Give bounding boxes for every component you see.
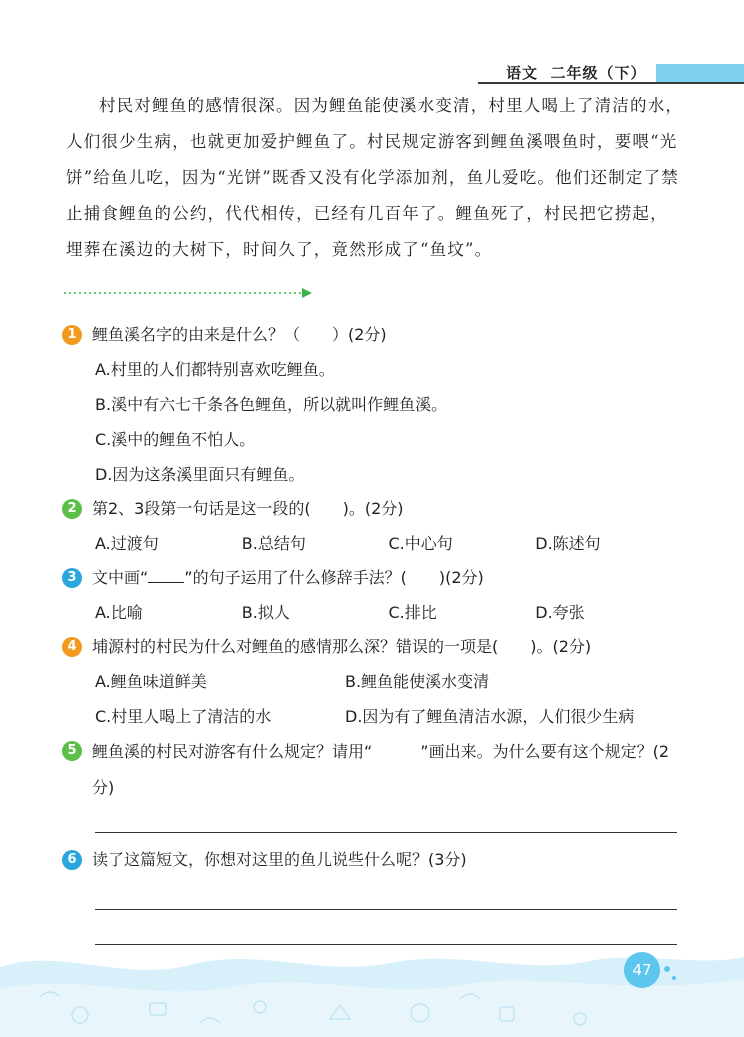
question-text: 鲤鱼溪的村民对游客有什么规定？请用“ ”画出来。为什么要有这个规定？(2分) xyxy=(92,742,670,797)
decor-dot xyxy=(664,966,670,972)
question-number-badge: 1 xyxy=(62,325,82,345)
option-a[interactable]: A.鲤鱼味道鲜美 xyxy=(95,672,207,691)
question-number-badge: 3 xyxy=(62,568,82,588)
option-a[interactable]: A.比喻 xyxy=(95,603,143,622)
question-text: 读了这篇短文，你想对这里的鱼儿说些什么呢？(3分) xyxy=(92,850,467,869)
header-accent-bar xyxy=(656,64,744,82)
option-b[interactable]: B.拟人 xyxy=(241,603,290,622)
option-d[interactable]: D.因为这条溪里面只有鲤鱼。 xyxy=(95,465,305,484)
option-c[interactable]: C.排比 xyxy=(388,603,437,622)
passage-paragraph: 村民对鲤鱼的感情很深。因为鲤鱼能使溪水变清，村里人喝上了清洁的水，人们很少生病，也就更加爱护鲤鱼了。村民规定游客到鲤鱼溪喂鱼时，要喂“光饼”给鱼儿吃，因为“光饼”既香又没有化学添加剂，鱼儿爱吃。他们还制定了禁止捕食鲤鱼的公约，代代相传，已经有几百年了。鲤鱼死了，村民把它捞起，埋葬在溪边的大树下，时间久了，竟然形成了“鱼坟”。 xyxy=(66,96,684,259)
question-number-badge: 5 xyxy=(62,741,82,761)
option-a[interactable]: A.过渡句 xyxy=(95,534,159,553)
header-subject: 语文 xyxy=(506,64,539,82)
question-number-badge: 6 xyxy=(62,850,82,870)
header-grade: 二年级（下） xyxy=(550,64,647,82)
page-number-badge: 47 xyxy=(624,952,660,988)
question-text xyxy=(92,561,682,595)
question-text: 第2、3段第一句话是这一段的( )。(2分) xyxy=(92,499,404,518)
question-list xyxy=(62,318,682,945)
option-d[interactable]: D.夸张 xyxy=(535,603,585,622)
question-4 xyxy=(62,630,682,734)
header-rule xyxy=(478,82,744,84)
question-3 xyxy=(62,561,682,630)
reading-passage xyxy=(66,88,684,268)
option-a[interactable]: A.村里的人们都特别喜欢吃鲤鱼。 xyxy=(95,360,335,379)
question-2 xyxy=(62,492,682,561)
option-c[interactable]: C.村里人喝上了清洁的水 xyxy=(95,707,272,726)
question-text: 鲤鱼溪名字的由来是什么？（ ）(2分) xyxy=(92,325,387,344)
decor-dot xyxy=(672,976,676,980)
option-b[interactable]: B.溪中有六七千条各色鲤鱼，所以就叫作鲤鱼溪。 xyxy=(95,395,448,414)
option-c[interactable]: C.中心句 xyxy=(388,534,453,553)
question-1 xyxy=(62,318,682,492)
question-number-badge: 2 xyxy=(62,499,82,519)
question-text-after: ”的句子运用了什么修辞手法？( )(2分) xyxy=(184,568,484,587)
question-text-before: 文中画“ xyxy=(92,568,149,587)
option-b[interactable]: B.鲤鱼能使溪水变清 xyxy=(345,672,490,691)
underline-mark xyxy=(148,568,184,583)
option-d[interactable]: D.因为有了鲤鱼清洁水源，人们很少生病 xyxy=(345,707,635,726)
option-c[interactable]: C.溪中的鲤鱼不怕人。 xyxy=(95,430,256,449)
header-title xyxy=(506,62,646,83)
option-d[interactable]: D.陈述句 xyxy=(535,534,601,553)
dotted-arrow-divider xyxy=(64,286,314,300)
question-number-badge: 4 xyxy=(62,637,82,657)
option-b[interactable]: B.总结句 xyxy=(241,534,306,553)
answer-line[interactable] xyxy=(95,832,677,833)
question-text: 埔源村的村民为什么对鲤鱼的感情那么深？错误的一项是( )。(2分) xyxy=(92,637,592,656)
question-5 xyxy=(62,734,682,833)
